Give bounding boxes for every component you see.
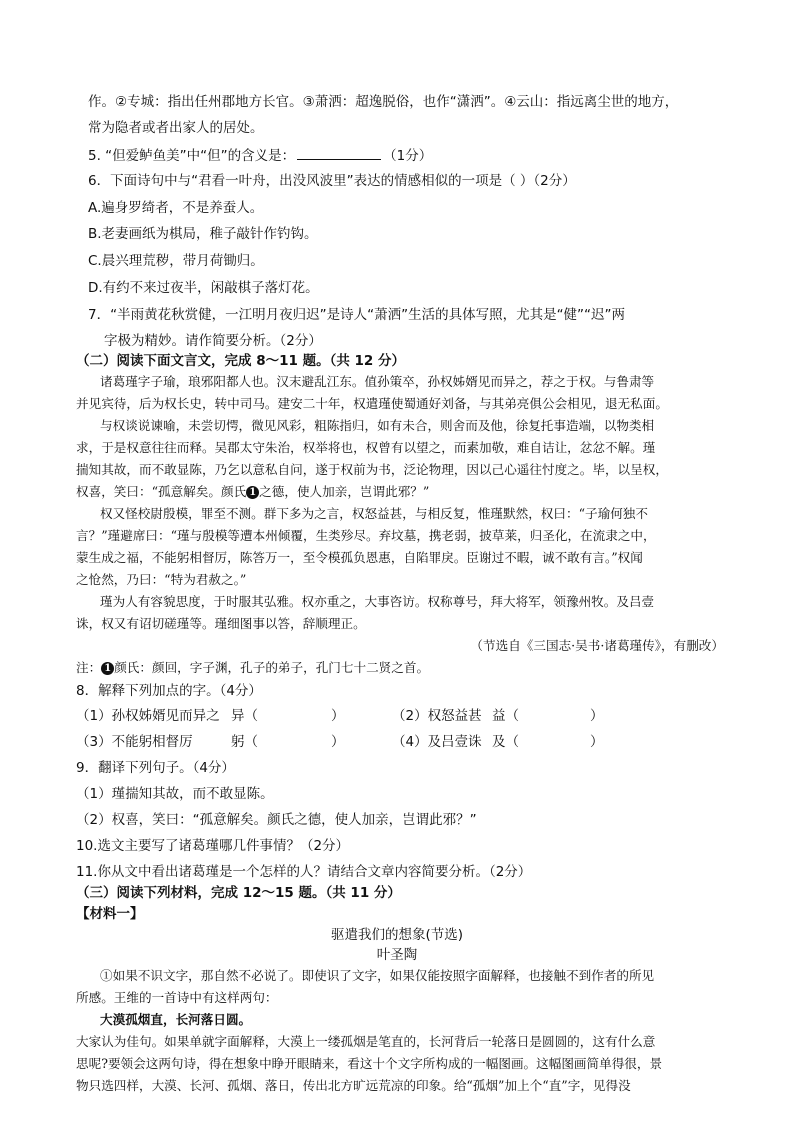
passage-note (76, 658, 429, 678)
passage-line: 诸葛瑾字子瑜，琅邪阳都人也。汉末避乱江东。值孙策卒，孙权姊婿见而异之，荐之于权。与鲁肃等 (100, 374, 655, 389)
footnote-marker: 1 (246, 486, 259, 499)
passage-text: 之德，使人加亲，岂谓此邪？” (259, 484, 430, 499)
passage-line: 与权谈说谏喻，未尝切愕，微见风彩，粗陈指归，如有未合，则舍而及他，徐复托事造端，以物类相 (100, 418, 655, 433)
question-6-option-b[interactable]: B.老妻画纸为棋局，稚子敲针作钓钩。 (88, 226, 318, 242)
q8-item-4-text: （4）及吕壹诛 (392, 734, 482, 750)
q8-item-2-char[interactable]: 益（ (492, 708, 519, 724)
question-5-score: （1分） (383, 148, 433, 164)
note-label: 注： (76, 660, 102, 675)
q8-item-3-close: ） (331, 734, 345, 750)
passage-line: 之怆然，乃曰：“特为君赦之。” (76, 572, 247, 587)
question-8-title: 8．解释下列加点的字。（4分） (76, 683, 262, 699)
question-6-option-c[interactable]: C.晨兴理荒秽，带月荷锄归。 (88, 253, 264, 269)
passage-source: （节选自《三国志·吴书·诸葛瑾传》，有删改） (470, 638, 724, 653)
q8-item-1-close: ） (331, 708, 345, 724)
article-line: 所感。王维的一首诗中有这样两句： (76, 990, 278, 1005)
intro-note-line-1: 作。②专城：指出任州郡地方长官。③萧洒：超逸脱俗，也作“潇洒”。④云山：指远离尘世的地方， (88, 94, 679, 110)
question-7-line-1: 7．“半雨黄花秋赏健，一江明月夜归迟”是诗人“萧洒”生活的具体写照，尤其是“健”“迟”两 (88, 307, 626, 323)
question-9-title: 9．翻译下列句子。（4分） (76, 760, 235, 776)
q8-item-1-char[interactable]: 异（ (231, 708, 258, 724)
note-text: 颜氏：颜回，字子渊，孔子的弟子，孔门七十二贤之首。 (114, 660, 430, 675)
q8-item-3-text: （3）不能躬相督厉 (76, 734, 193, 750)
question-6-option-d[interactable]: D.有约不来过夜半，闲敲棋子落灯花。 (88, 280, 319, 296)
q8-item-2-close: ） (590, 708, 604, 724)
answer-blank[interactable] (297, 145, 381, 160)
intro-note-line-2: 常为隐者或者出家人的居处。 (88, 120, 264, 136)
passage-line: 瑾为人有容貌思度，于时服其弘雅。权亦重之，大事咨访。权称尊号，拜大将军，领豫州牧。及吕壹 (100, 594, 655, 609)
question-6: 6．下面诗句中与“君看一叶舟，出没风波里”表达的情感相似的一项是（ ）（2分） (88, 173, 576, 189)
question-11: 11.你从文中看出诸葛瑾是一个怎样的人？请结合文章内容简要分析。（2分） (76, 864, 532, 880)
footnote-marker: 1 (101, 662, 114, 675)
material-label: 【材料一】 (76, 906, 144, 922)
passage-line: 蒙生成之福，不能躬相督厉，陈答万一，至令模孤负恩惠，自陷罪戾。臣谢过不暇，诚不敢有言。”权闻 (76, 550, 643, 565)
passage-line (76, 482, 429, 502)
question-9-sentence-1: （1）瑾揣知其故，而不敢显陈。 (76, 786, 274, 802)
article-line: 思呢?要领会这两句诗，得在想象中睁开眼睛来，看这十个文字所构成的一幅图画。这幅图画简单得很，景 (76, 1056, 663, 1071)
section-3-heading: （三）阅读下列材料，完成 12～15 题。（共 11 分） (76, 885, 401, 901)
passage-line: 诛，权又有诏切磋瑾等。瑾细图事以答，辞顺理正。 (76, 616, 366, 631)
poem-quote: 大漠孤烟直，长河落日圆。 (100, 1012, 252, 1027)
question-10: 10.选文主要写了诸葛瑾哪几件事情？（2分） (76, 838, 350, 854)
article-line: 物只选四样，大漠、长河、孤烟、落日，传出北方旷远荒凉的印象。给“孤烟”加上个“直”字，见得没 (76, 1078, 631, 1093)
q8-item-4-char[interactable]: 及（ (492, 734, 519, 750)
article-line: 大家认为佳句。如果单就字面解释，大漠上一缕孤烟是笔直的，长河背后一轮落日是圆圆的，这有什么意 (76, 1034, 656, 1049)
passage-line: 权又怪校尉殷模，罪至不测。群下多为之言，权怒益甚，与相反复，惟瑾默然，权曰：“子瑜何独不 (100, 506, 648, 521)
question-5-text: 5. “但爱鲈鱼美”中“但”的含义是： (88, 148, 296, 164)
article-author: 叶圣陶 (376, 947, 418, 963)
passage-line: 求，于是权意往往而释。吴郡太守朱治，权举将也，权曾有以望之，而素加敬，难自诘让，忿忿不解。瑾 (76, 440, 656, 455)
q8-item-2-text: （2）权怒益甚 (392, 708, 482, 724)
article-line: ①如果不识文字，那自然不必说了。即使识了文字，如果仅能按照字面解释，也接触不到作者的所见 (100, 968, 655, 983)
passage-line: 言？”瑾避席曰：“瑾与殷模等遭本州倾覆，生类殄尽。弃坟墓，携老弱，披草莱，归圣化，在流隶之中， (76, 528, 656, 543)
question-7-line-2: 字极为精妙。请作简要分析。（2分） (104, 333, 322, 349)
q8-item-1-text: （1）孙权姊婿见而异之 (76, 708, 220, 724)
q8-item-4-close: ） (590, 734, 604, 750)
question-6-option-a[interactable]: A.遍身罗绮者，不是养蚕人。 (88, 200, 264, 216)
passage-line: 并见宾待，后为权长史，转中司马。建安二十年，权遣瑾使蜀通好刘备，与其弟亮俱公会相见，退无私面。 (76, 396, 668, 411)
article-title: 驱遣我们的想象(节选) (330, 927, 464, 943)
question-9-sentence-2: （2）权喜，笑曰：“孤意解矣。颜氏之德，使人加亲，岂谓此邪？” (76, 812, 477, 828)
passage-text: 权喜，笑曰：“孤意解矣。颜氏 (76, 484, 247, 499)
section-2-heading: （二）阅读下面文言文，完成 8～11 题。（共 12 分） (76, 353, 406, 369)
passage-line: 揣知其故，而不敢显陈，乃乞以意私自问，遂于权前为书，泛论物理，因以己心遥往忖度之。毕，以呈权， (76, 462, 668, 477)
question-5 (88, 145, 432, 166)
q8-item-3-char[interactable]: 躬（ (231, 734, 258, 750)
